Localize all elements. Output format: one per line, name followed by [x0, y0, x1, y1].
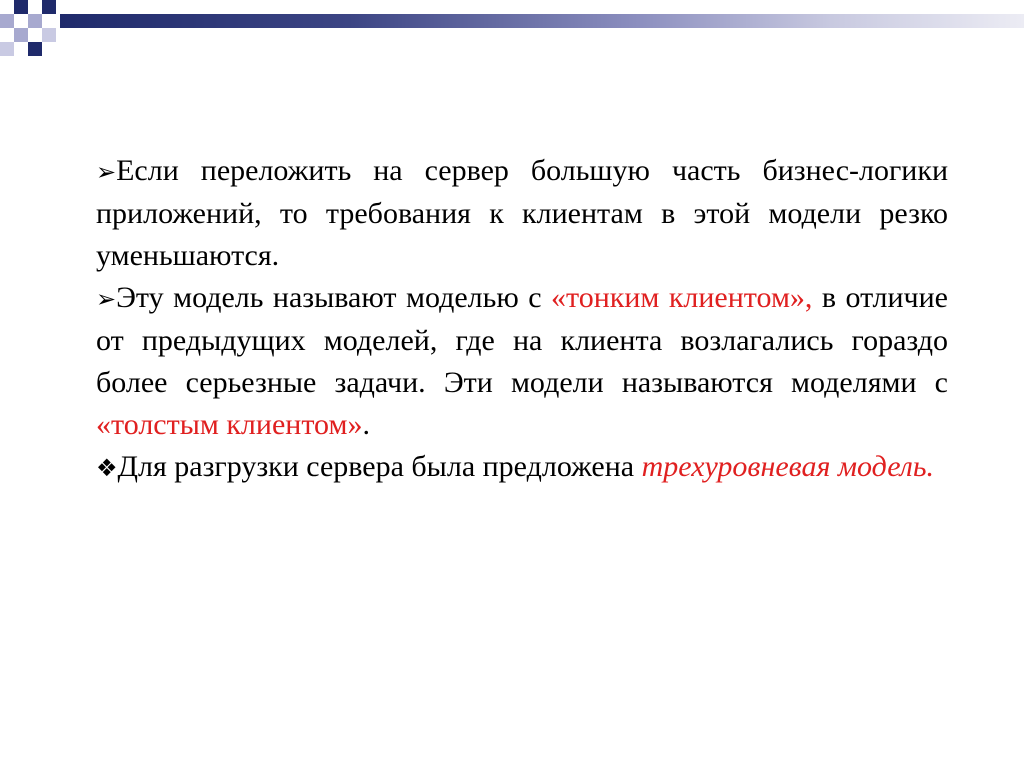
deco-square: [28, 42, 42, 56]
header-decoration: [0, 0, 1024, 70]
deco-square: [0, 14, 14, 28]
thick-client-term: «толстым клиентом»: [96, 408, 363, 441]
bullet-paragraph: [96, 277, 948, 446]
thin-client-term: «тонким клиентом»,: [550, 281, 813, 314]
bullet-text: .: [362, 408, 370, 441]
bullet-paragraph: [96, 150, 948, 277]
bullet-text: Если переложить на сервер большую часть бизнес-логики приложений, то требования к клиентам в этой модели резко уменьшаются.: [96, 154, 948, 272]
diamond-bullet-icon: ❖: [96, 454, 118, 482]
bullet-paragraph: [96, 446, 948, 489]
bullet-text: Эту модель называют моделью с: [116, 281, 551, 314]
deco-square: [14, 28, 28, 42]
three-tier-model-term: трехуровневая модель.: [641, 450, 935, 483]
arrow-bullet-icon: ➢: [96, 158, 117, 186]
header-band: [60, 14, 1024, 28]
deco-square: [42, 28, 56, 42]
deco-square: [14, 0, 28, 14]
bullet-text: Для разгрузки сервера была предложена: [117, 450, 642, 483]
bullet-text: в отличие от предыдущих моделей, где на клиента возлагались гораздо более серьезные задачи. Эти модели называются моделями с: [96, 281, 948, 399]
deco-square: [42, 0, 56, 14]
arrow-bullet-icon: ➢: [96, 285, 117, 313]
slide-body: [96, 150, 948, 489]
deco-square: [28, 14, 42, 28]
deco-square: [0, 42, 14, 56]
